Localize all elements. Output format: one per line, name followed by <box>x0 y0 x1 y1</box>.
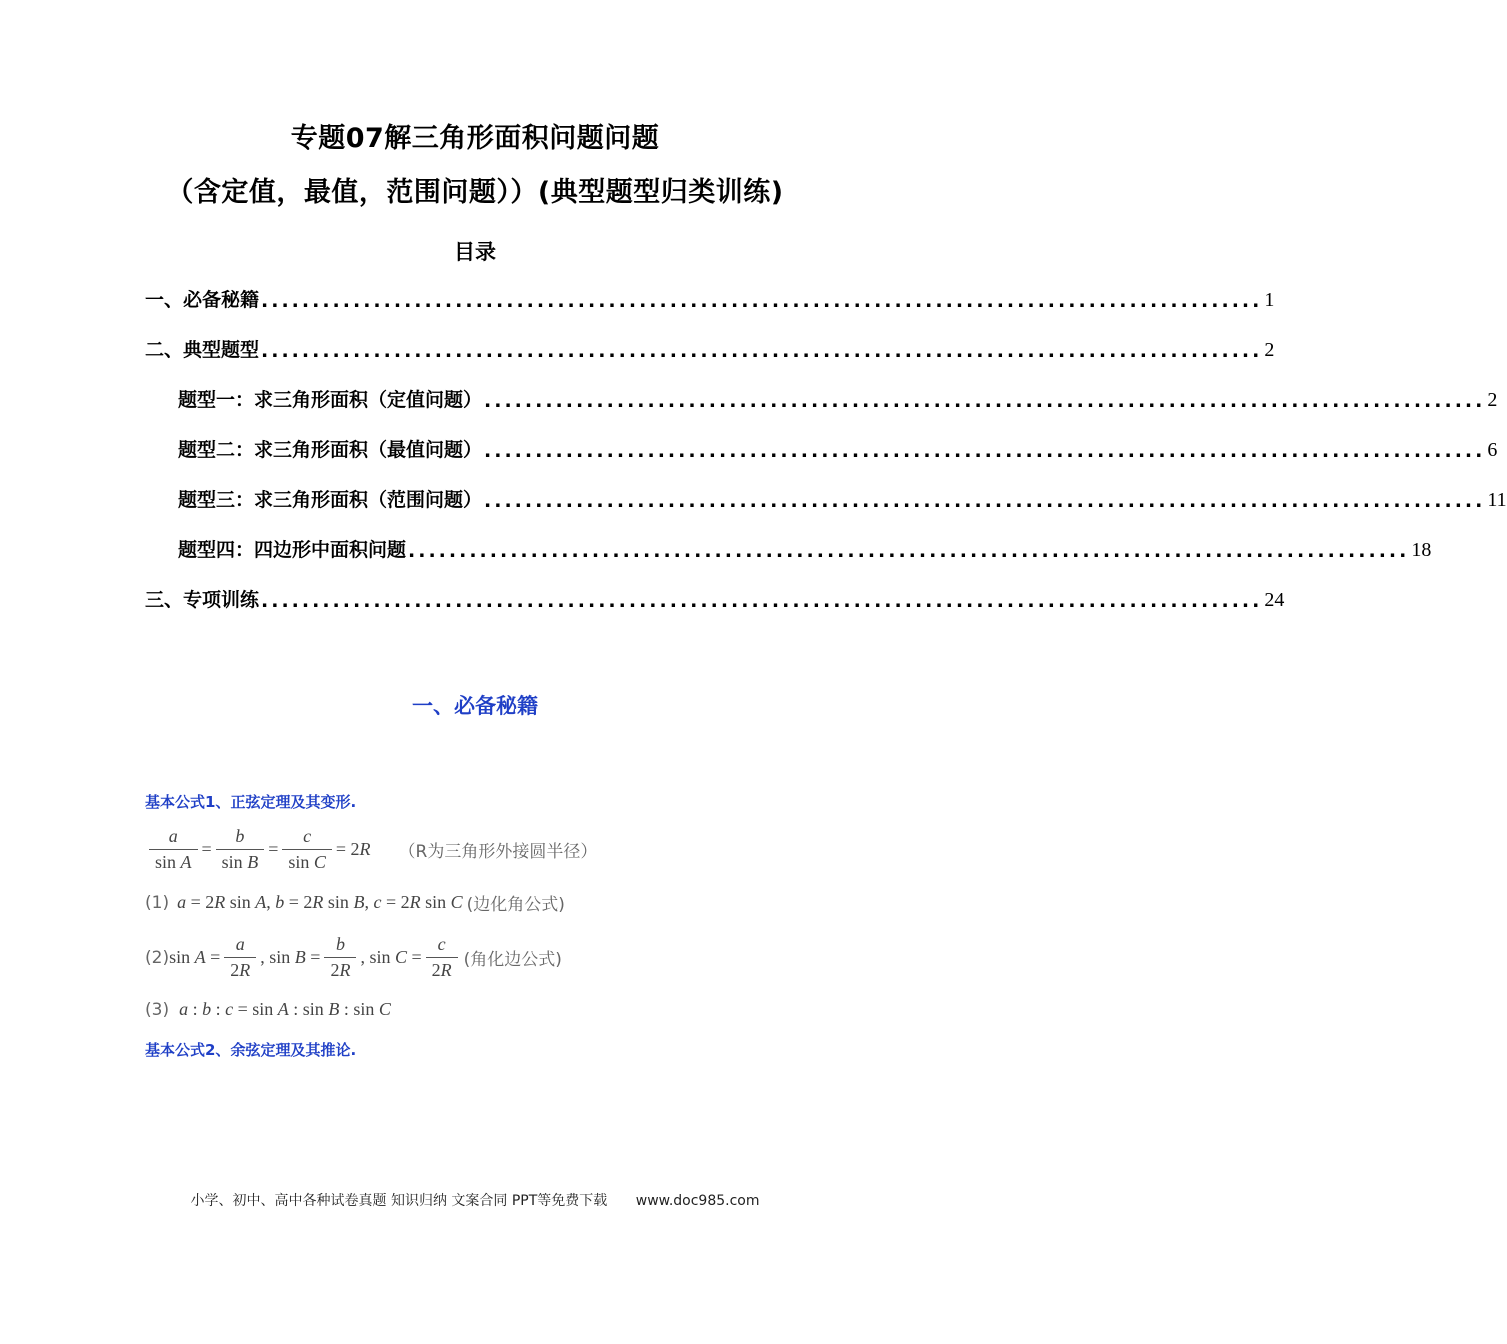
footer-text: 小学、初中、高中各种试卷真题 知识归纳 文案合同 PPT等免费下载 <box>190 1193 608 1209</box>
toc-item[interactable] <box>145 584 1285 612</box>
toc-leader-dots: .................................................................................................. <box>484 440 1486 462</box>
law-of-sines-formula: $\frac{a}{\text{sin A}}$ = $\frac{b}{\text{sin B}}$ = $\frac{c}{\text{sin C}}$ = 2R （R为三角形外接圆半径） <box>145 826 597 873</box>
toc-item-page: 1 <box>1264 289 1275 311</box>
formula2-heading: 基本公式2、余弦定理及其推论. <box>145 1041 357 1059</box>
toc-item-page: 2 <box>1264 339 1275 361</box>
toc-item-label: 一、必备秘籍 <box>145 289 260 311</box>
toc-leader-dots: .................................................................................................. <box>261 590 1263 612</box>
toc-item-label: 题型一：求三角形面积（定值问题） <box>178 389 483 411</box>
formula-item-2: (2) sin A = $\frac{a}{2R}$ , sin B = $\frac{b}{2R}$ , sin C = $\frac{c}{2R}$ (角化边公式) <box>145 934 562 980</box>
page-footer <box>0 1190 950 1210</box>
formula-item-1: (1) a = 2R sin A, b = 2R sin B, c = 2R sin C (边化角公式) <box>145 892 565 915</box>
footer-url[interactable]: www.doc985.com <box>635 1193 760 1209</box>
toc-leader-dots: .................................................................................................. <box>484 390 1486 412</box>
toc-item[interactable] <box>178 434 1498 462</box>
section-title: 一、必备秘籍 <box>412 694 538 718</box>
item1-note: (边化角公式) <box>466 895 565 915</box>
toc-item[interactable] <box>178 484 1507 512</box>
item3-prefix: (3) <box>145 999 170 1020</box>
toc-item-page: 6 <box>1487 439 1498 461</box>
toc-item-label: 题型二：求三角形面积（最值问题） <box>178 439 483 461</box>
toc-item-label: 二、典型题型 <box>145 339 260 361</box>
toc-leader-dots: .................................................................................................. <box>408 540 1410 562</box>
item2-prefix: (2) <box>145 947 170 968</box>
formula1-heading: 基本公式1、正弦定理及其变形. <box>145 793 357 811</box>
toc-leader-dots: .................................................................................................. <box>484 490 1486 512</box>
toc-item-page: 2 <box>1487 389 1498 411</box>
document-title: 专题07解三角形面积问题问题 <box>290 123 660 154</box>
toc-leader-dots: .................................................................................................. <box>261 290 1263 312</box>
law-of-sines-note: （R为三角形外接圆半径） <box>398 842 598 862</box>
toc-item-page: 18 <box>1411 539 1432 561</box>
toc-item-label: 三、专项训练 <box>145 589 260 611</box>
toc-item-page: 11 <box>1487 489 1507 511</box>
toc-item[interactable] <box>178 384 1498 412</box>
toc-item-label: 题型四：四边形中面积问题 <box>178 539 407 561</box>
toc-item[interactable] <box>178 534 1432 562</box>
item1-prefix: (1) <box>145 892 170 913</box>
item2-note: (角化边公式) <box>463 950 562 970</box>
formula-item-3: (3) a : b : c = sin A : sin B : sin C <box>145 999 391 1020</box>
toc-item[interactable] <box>145 284 1275 312</box>
toc-heading: 目录 <box>454 240 496 264</box>
toc-item-label: 题型三：求三角形面积（范围问题） <box>178 489 483 511</box>
toc-leader-dots: .................................................................................................. <box>261 340 1263 362</box>
document-subtitle: （含定值，最值，范围问题））(典型题型归类训练) <box>166 177 784 208</box>
toc-item-page: 24 <box>1264 589 1285 611</box>
toc-item[interactable] <box>145 334 1275 362</box>
